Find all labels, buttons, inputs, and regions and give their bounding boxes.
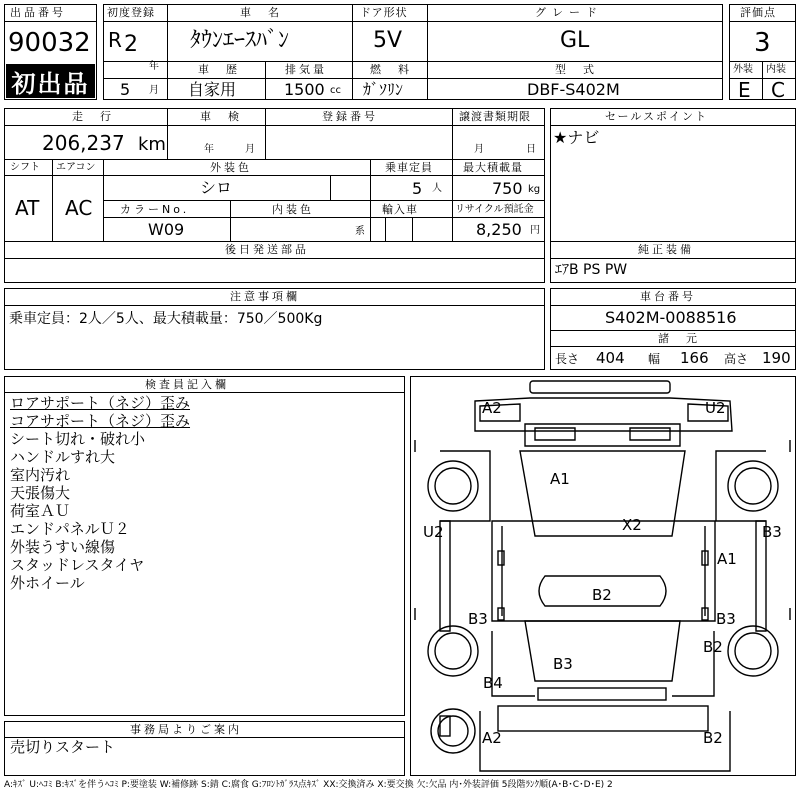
reg-no-label: 登録番号: [322, 110, 378, 123]
width: 166: [680, 349, 709, 367]
damage-mark: B4: [483, 674, 503, 692]
later-parts-label: 後日発送部品: [225, 243, 309, 256]
car-outline-diagram: [410, 376, 796, 776]
exterior-label: 外装: [733, 64, 753, 75]
interior-label: 内装: [766, 64, 786, 75]
transfer-month-unit: 月: [474, 144, 484, 155]
displacement-unit: cc: [330, 85, 341, 96]
exterior-grade: E: [738, 78, 751, 102]
height-label: 高さ: [724, 352, 749, 366]
dims-label: 諸 元: [658, 332, 700, 345]
int-color-label: 内装色: [272, 203, 314, 216]
office-text: 売切りスタート: [10, 738, 116, 756]
damage-mark: X2: [622, 516, 642, 534]
capacity-label: 乗車定員: [385, 161, 433, 174]
displacement: 1500: [284, 80, 325, 99]
sales-point: ★ナビ: [553, 128, 600, 147]
inspection-label: 車 検: [200, 110, 242, 123]
damage-mark: U2: [705, 399, 726, 417]
model-label: 型 式: [555, 63, 597, 76]
damage-mark: B3: [762, 523, 782, 541]
grade-label: グレード: [535, 6, 603, 19]
inspector-line: 外装うすい線傷: [10, 538, 116, 556]
transfer-day-unit: 日: [526, 144, 536, 155]
history-label: 車 歴: [198, 63, 240, 76]
int-color-unit: 系: [355, 226, 365, 237]
first-reg-label: 初度登録: [107, 6, 155, 19]
color-no-label: カラーNo.: [120, 203, 190, 216]
fuel: ｶﾞｿﾘﾝ: [363, 80, 404, 99]
inspection-month-unit: 月: [245, 144, 255, 155]
max-load-unit: kg: [528, 184, 541, 195]
legend: A:ｷｽﾞ U:ﾍｺﾐ B:ｷｽﾞを伴うﾍｺﾐ P:要塗装 W:補修跡 S:錆 C:腐食 G:ﾌﾛﾝﾄｶﾞﾗｽ点ｷｽﾞ XX:交換済み X:要交換 欠:欠品 内･外装評価 5段階ﾗﾝｸ順(A･B･C･D･E) 2: [4, 780, 613, 790]
damage-mark: B2: [703, 729, 723, 747]
color-no: W09: [148, 220, 185, 239]
lot-no-label: 出品番号: [10, 6, 66, 19]
damage-mark: B3: [468, 610, 488, 628]
sales-point-label: セールスポイント: [605, 110, 709, 123]
car-name-label: 車 名: [240, 6, 282, 19]
length-label: 長さ: [555, 352, 580, 366]
interior-grade: C: [771, 78, 785, 102]
inspector-line: ハンドルすれ大: [10, 448, 116, 466]
max-load: 750: [492, 179, 523, 198]
door-label: ドア形状: [360, 6, 408, 19]
ext-color-label: 外装色: [210, 161, 252, 174]
door-type: 5V: [373, 28, 403, 53]
office-label: 事務局よりご案内: [130, 723, 242, 736]
month: 5: [120, 80, 131, 99]
genuine-equipment: ｴｱB PS PW: [555, 262, 628, 278]
max-load-label: 最大積載量: [463, 161, 523, 174]
transfer-label: 譲渡書類期限: [459, 110, 531, 123]
notes-text: 乗車定員：2人／5人、最大積載量：750／500Kg: [9, 311, 323, 327]
inspector-line: コアサポート（ネジ）歪み: [10, 412, 191, 430]
inspector-line: 外ホイール: [10, 574, 85, 592]
inspector-line: シート切れ・破れ小: [10, 430, 146, 448]
history: 自家用: [188, 80, 237, 99]
inspector-line: 室内汚れ: [10, 466, 71, 484]
damage-mark: A2: [482, 729, 502, 747]
damage-mark: A2: [482, 399, 502, 417]
inspector-line: ロアサポート（ネジ）歪み: [10, 394, 191, 412]
damage-mark: B2: [703, 638, 723, 656]
damage-mark: U2: [423, 523, 444, 541]
era-year: 2: [124, 32, 138, 57]
damage-mark: A1: [717, 550, 737, 568]
mileage-unit: km: [138, 134, 166, 155]
length: 404: [596, 349, 625, 367]
notes-label: 注意事項欄: [230, 290, 300, 303]
inspector-line: 天張傷大: [10, 484, 71, 502]
ac-label: エアコン: [56, 162, 96, 173]
recycle-fee: 8,250: [476, 220, 522, 239]
month-unit: 月: [149, 85, 159, 96]
damage-mark: B3: [553, 655, 573, 673]
shift: AT: [15, 196, 40, 220]
mileage: 206,237: [42, 131, 125, 155]
damage-mark: B3: [716, 610, 736, 628]
height: 190: [762, 349, 791, 367]
inspector-line: スタッドレスタイヤ: [10, 556, 145, 574]
era: R: [108, 28, 122, 52]
lot-no: 90032: [8, 28, 91, 58]
inspector-line: 荷室ＡＵ: [10, 502, 71, 520]
shift-label: シフト: [10, 162, 40, 173]
chassis-number: S402M-0088516: [605, 308, 737, 327]
ac: AC: [65, 196, 93, 220]
fuel-label: 燃 料: [370, 63, 412, 76]
mileage-label: 走 行: [72, 110, 114, 123]
car-name: ﾀｳﾝｴｰｽﾊﾞﾝ: [190, 28, 290, 53]
first-listing-badge: 初出品: [6, 64, 95, 98]
chassis-label: 車台番号: [640, 290, 696, 303]
damage-mark: B2: [592, 586, 612, 604]
grade: GL: [560, 28, 590, 53]
year-unit: 年: [149, 61, 159, 72]
displacement-label: 排気量: [285, 63, 327, 76]
genuine-label: 純正装備: [638, 243, 694, 256]
recycle-label: リサイクル預託金: [455, 204, 534, 215]
capacity: 5: [412, 179, 423, 198]
damage-mark: A1: [550, 470, 570, 488]
import-label: 輸入車: [382, 203, 418, 216]
width-label: 幅: [648, 352, 661, 366]
inspector-line: エンドパネルＵ２: [10, 520, 130, 538]
score-label: 評価点: [740, 6, 776, 19]
score: 3: [754, 28, 771, 58]
inspector-label: 検査員記入欄: [145, 378, 229, 391]
recycle-unit: 円: [530, 225, 540, 236]
inspection-year-unit: 年: [204, 144, 214, 155]
capacity-unit: 人: [432, 183, 442, 194]
ext-color: シロ: [200, 178, 233, 197]
model-code: DBF-S402M: [527, 80, 620, 99]
